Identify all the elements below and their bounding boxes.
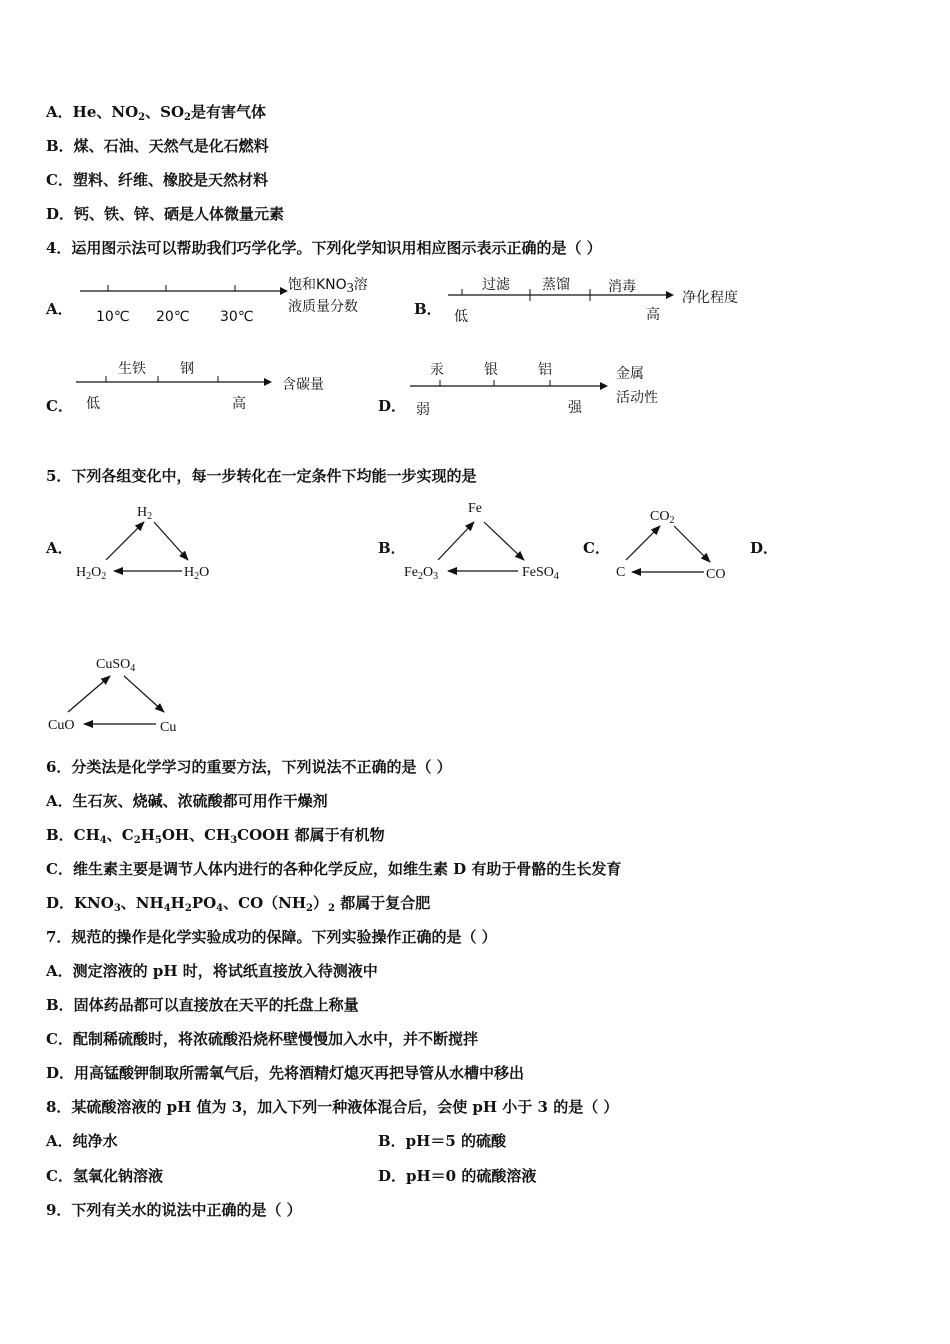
q4-option-c-label: C． bbox=[46, 397, 73, 415]
node-left: C bbox=[616, 565, 626, 580]
q7-option-d: D．用高锰酸钾制取所需氧气后，先将酒精灯熄灭再把导管从水槽中移出 bbox=[46, 1064, 525, 1082]
tick-label: 10℃ bbox=[96, 309, 130, 325]
q6-option-a: A．生石灰、烧碱、浓硫酸都可用作干燥剂 bbox=[46, 792, 328, 810]
q5-option-a-label: A． bbox=[46, 539, 73, 557]
item-label: 生铁 bbox=[118, 361, 146, 377]
low-label: 低 bbox=[86, 396, 100, 412]
item-label: 蒸馏 bbox=[542, 277, 570, 293]
node-left: CuO bbox=[48, 718, 75, 733]
q5-option-b-diagram bbox=[400, 494, 580, 588]
low-label: 低 bbox=[454, 309, 468, 325]
node-right: Cu bbox=[160, 720, 177, 735]
q4-option-a-label: A． bbox=[46, 300, 73, 318]
q5-option-d-diagram bbox=[44, 650, 204, 740]
high-label: 高 bbox=[232, 396, 246, 412]
q3-option-a: A．He、$NO_2$、$SO_2$是有害气体 bbox=[46, 103, 266, 123]
tick-label: 20℃ bbox=[156, 309, 190, 325]
q8-option-c: C．氢氧化钠溶液 bbox=[46, 1167, 163, 1185]
tick-label: 30℃ bbox=[220, 309, 254, 325]
q6-stem: 6．分类法是化学学习的重要方法，下列说法不正确的是（ ） bbox=[46, 758, 452, 776]
axis-label: 液质量分数 bbox=[288, 299, 358, 315]
q6-option-b: B．$CH_4$、$C_2H_5OH$、$CH_3COOH$ 都属于有机物 bbox=[46, 826, 385, 846]
q9-stem: 9．下列有关水的说法中正确的是（ ） bbox=[46, 1201, 302, 1219]
q8-option-d: D．pH＝0 的硫酸溶液 bbox=[378, 1167, 537, 1185]
item-label: 过滤 bbox=[482, 277, 510, 293]
q8-option-a: A．纯净水 bbox=[46, 1132, 118, 1150]
node-top: Fe bbox=[468, 501, 482, 516]
q3-option-d: D．钙、铁、锌、硒是人体微量元素 bbox=[46, 205, 285, 223]
q8-option-b: B．pH＝5 的硫酸 bbox=[378, 1132, 506, 1150]
axis-label: 金属 bbox=[616, 366, 644, 382]
q7-stem: 7．规范的操作是化学实验成功的保障。下列实验操作正确的是（ ） bbox=[46, 928, 497, 946]
q3-option-c: C．塑料、纤维、橡胶是天然材料 bbox=[46, 171, 268, 189]
q5-stem: 5．下列各组变化中，每一步转化在一定条件下均能一步实现的是 bbox=[46, 467, 477, 485]
high-label: 强 bbox=[568, 400, 582, 416]
axis-label: 活动性 bbox=[616, 390, 658, 406]
q5-option-d-label: D． bbox=[750, 539, 779, 557]
node-top: $CO_2$ bbox=[650, 509, 675, 526]
node-top: CuSO$_4$ bbox=[96, 657, 136, 674]
axis-label: 净化程度 bbox=[682, 290, 738, 306]
q4-option-d-label: D． bbox=[378, 397, 407, 415]
q5-option-a-diagram bbox=[70, 498, 230, 588]
item-label: 银 bbox=[484, 362, 498, 378]
q3-option-b: B．煤、石油、天然气是化石燃料 bbox=[46, 137, 269, 155]
q5-option-c-diagram bbox=[610, 500, 750, 590]
q5-option-c-label: C． bbox=[583, 539, 610, 557]
q5-option-b-label: B． bbox=[378, 539, 406, 557]
q6-option-c: C．维生素主要是调节人体内进行的各种化学反应，如维生素 D 有助于骨骼的生长发育 bbox=[46, 860, 622, 878]
node-right: FeSO$_4$ bbox=[522, 565, 559, 582]
high-label: 高 bbox=[646, 307, 660, 323]
node-right: $H_2O$ bbox=[184, 565, 210, 582]
q4-option-b-label: B． bbox=[414, 300, 442, 318]
item-label: 消毒 bbox=[608, 279, 636, 295]
axis-label: 饱和KNO3溶 bbox=[288, 277, 368, 296]
node-left: $H_2O_2$ bbox=[76, 565, 107, 582]
item-label: 钢 bbox=[180, 361, 194, 377]
q7-option-c: C．配制稀硫酸时，将浓硫酸沿烧杯壁慢慢加入水中，并不断搅拌 bbox=[46, 1030, 478, 1048]
axis-label: 含碳量 bbox=[282, 377, 324, 393]
q7-option-b: B．固体药品都可以直接放在天平的托盘上称量 bbox=[46, 996, 359, 1014]
q8-stem: 8．某硫酸溶液的 pH 值为 3，加入下列一种液体混合后，会使 pH 小于 3 的是（ ） bbox=[46, 1098, 619, 1116]
node-right: CO bbox=[706, 567, 726, 582]
low-label: 弱 bbox=[416, 402, 430, 418]
item-label: 汞 bbox=[430, 362, 444, 378]
q7-option-a: A．测定溶液的 pH 时，将试纸直接放入待测液中 bbox=[46, 962, 378, 980]
node-top: $H_2$ bbox=[137, 505, 153, 522]
item-label: 铝 bbox=[538, 362, 552, 378]
q4-stem: 4．运用图示法可以帮助我们巧学化学。下列化学知识用相应图示表示正确的是（ ） bbox=[46, 239, 602, 257]
node-left: $Fe_2O_3$ bbox=[404, 565, 439, 582]
q6-option-d: D．$KNO_3$、$NH_4H_2PO_4$、$CO(NH_2)_2$ 都属于复合肥 bbox=[46, 894, 431, 914]
